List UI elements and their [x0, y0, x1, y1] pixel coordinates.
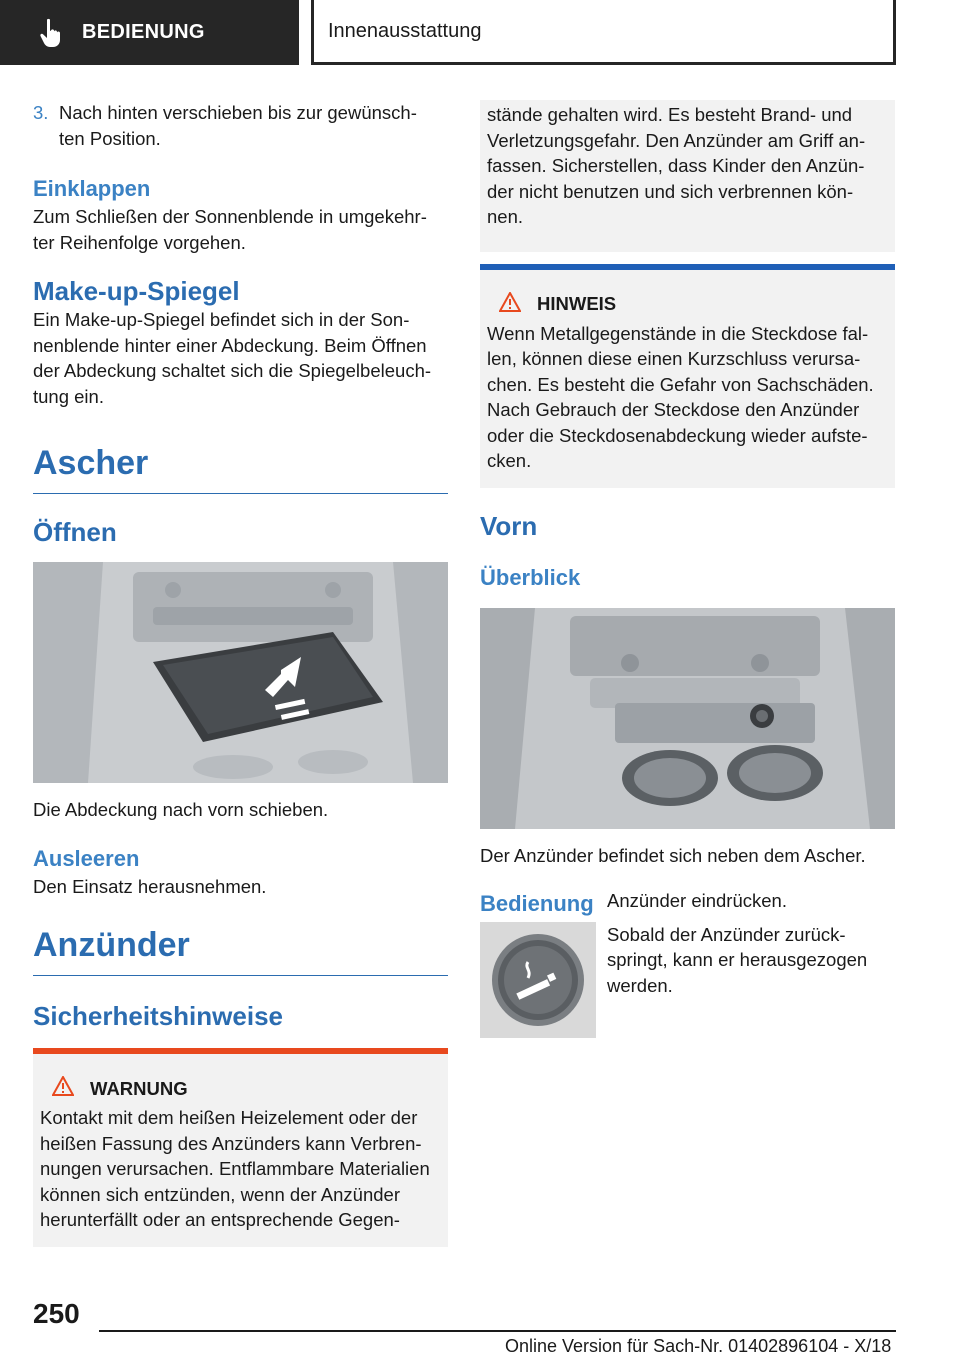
oeffnen-caption: Die Abdeckung nach vorn schieben. [33, 799, 329, 820]
makeup-text: Ein Make-up-Spiegel befindet sich in der Son-nenblende hinter einer Abdeckung. Beim Öffnen der Abdeckung schaltet sich die Spiegelbeleuch-tung ein. [33, 309, 432, 407]
right-column [480, 100, 895, 1038]
note-text: Wenn Metallgegenstände in die Steckdose fal-len, können diese einen Kurzschluss verursa-chen. Es besteht die Gefahr von Sachschäden. Nach Gebrauch der Steckdose den Anzünder oder die Steckdosenabdeckung wieder aufste-cken. [487, 322, 874, 471]
heading-vorn: Vorn [480, 510, 538, 541]
footer-divider [99, 1330, 896, 1332]
lighter-knob-image [480, 922, 596, 1038]
left-column [33, 100, 448, 1247]
chapter-title: Innenausstattung [328, 19, 482, 42]
heading-ausleeren: Ausleeren [33, 845, 140, 871]
bedienung-text-block [607, 888, 892, 1038]
online-version-text: Online Version für Sach-Nr. 01402896104 - X/18 [505, 1336, 892, 1356]
hand-pointer-icon [34, 16, 68, 50]
note-box [480, 264, 895, 488]
heading-einklappen: Einklappen [33, 176, 151, 201]
heading-sicherheitshinweise: Sicherheitshinweise [33, 1001, 283, 1031]
warning-continuation-text: stände gehalten wird. Es besteht Brand- und Verletzungsgefahr. Den Anzünder am Griff an-fassen. Sicherstellen, dass Kinder den Anzün-der nicht benutzen und sich verbrennen kön-nen. [487, 104, 866, 227]
step-3 [33, 100, 448, 151]
warning-box [33, 1048, 448, 1247]
heading-bedienung: Bedienung [480, 891, 594, 916]
header-chapter-box [311, 0, 896, 65]
heading-oeffnen: Öffnen [33, 517, 117, 547]
ashtray-figure [33, 562, 448, 783]
warning-triangle-icon [52, 1076, 74, 1101]
step-text: Nach hinten verschieben bis zur gewünsch-ten Position. [59, 102, 417, 149]
note-title: HINWEIS [537, 293, 617, 314]
bedienung-step2: Sobald der Anzünder zurück-springt, kann er herausgezogen werden. [607, 923, 868, 996]
note-title-row [499, 292, 887, 317]
step-number: 3. [33, 102, 49, 123]
heading-ueberblick: Überblick [480, 564, 581, 590]
ueberblick-caption: Der Anzünder befindet sich neben dem Ascher. [480, 844, 866, 866]
section-title: BEDIENUNG [82, 21, 205, 43]
lighter-overview-figure [480, 608, 895, 829]
header-section-tab [0, 0, 299, 65]
caution-triangle-icon [499, 292, 521, 317]
bedienung-step1: Anzünder eindrücken. [607, 890, 787, 911]
einklappen-text: Zum Schließen der Sonnenblende in umgekehr-ter Reihenfolge vorgehen. [33, 206, 427, 253]
ausleeren-text: Den Einsatz herausnehmen. [33, 875, 267, 897]
warning-text: Kontakt mit dem heißen Heizelement oder der heißen Fassung des Anzünders kann Verbren-nungen verursachen. Entflammbare Materialien können sich entzünden, wenn der Anzünder herunterfällt oder an entsprechende Gegen- [40, 1107, 430, 1230]
warning-title: WARNUNG [90, 1077, 188, 1099]
heading-makeup-spiegel: Make-up-Spiegel [33, 276, 240, 306]
heading-anzuender: Anzünder [33, 925, 448, 976]
warning-title-row [52, 1076, 440, 1101]
heading-ascher: Ascher [33, 443, 448, 494]
page-number: 250 [33, 1298, 80, 1329]
warning-continuation-box [480, 100, 895, 252]
